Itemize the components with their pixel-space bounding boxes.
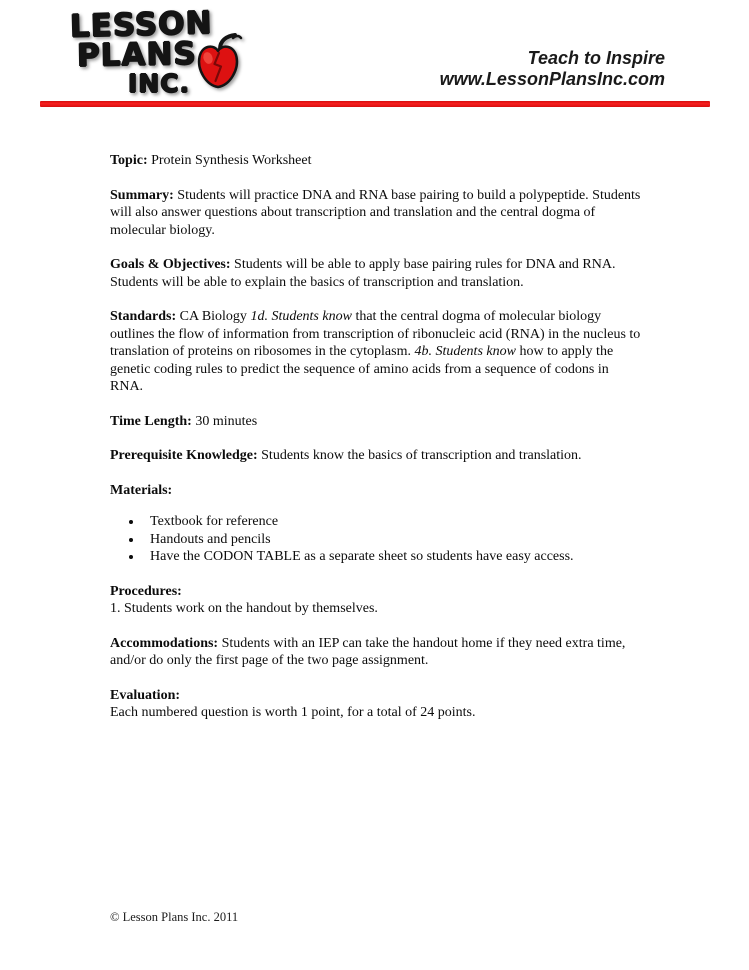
goals-section xyxy=(110,256,643,291)
materials-list xyxy=(110,513,643,566)
accommodations-label: Accommodations: xyxy=(110,635,219,651)
logo-text-lesson: LESSON xyxy=(69,5,213,45)
accommodations-section xyxy=(110,635,643,670)
standards-citation-4b: 4b. Students know xyxy=(414,344,516,359)
time-length-section xyxy=(110,413,643,431)
tagline: Teach to Inspire xyxy=(527,48,665,68)
standards-label: Standards: xyxy=(110,309,177,324)
copyright-footer: © Lesson Plans Inc. 2011 xyxy=(110,910,239,924)
lesson-plans-logo xyxy=(62,6,252,102)
letterhead-right xyxy=(440,48,665,90)
procedures-label: Procedures: xyxy=(110,583,182,599)
standards-section xyxy=(110,308,643,396)
logo-text-inc: INC. xyxy=(128,69,191,98)
goals-text: Students will be able to apply base pairing rules for DNA and RNA. Students will be able to explain the basics of transcription and translation. xyxy=(110,257,616,290)
evaluation-label: Evaluation: xyxy=(110,687,181,703)
lesson-plan-body xyxy=(110,152,643,739)
prerequisite-label: Prerequisite Knowledge: xyxy=(110,448,258,463)
summary-section xyxy=(110,187,643,240)
topic-label: Topic: xyxy=(110,153,148,168)
procedures-section xyxy=(110,583,643,618)
summary-label: Summary: xyxy=(110,187,174,203)
logo-text-plans: PLANS xyxy=(76,35,198,75)
materials-item-codon-table: • Have the CODON TABLE as a separate sheet so students have easy access. xyxy=(143,548,598,566)
procedures-step-1: 1. Students work on the handout by themselves. xyxy=(110,601,378,616)
standards-citation-1d: 1d. Students know xyxy=(250,309,352,324)
evaluation-text: Each numbered question is worth 1 point, for a total of 24 points. xyxy=(110,705,476,720)
apple-icon xyxy=(193,31,243,93)
materials-item-textbook: • Textbook for reference xyxy=(143,513,598,531)
materials-item-handouts: • Handouts and pencils xyxy=(143,531,598,549)
standards-text-3: how to apply the genetic coding rules to predict the sequence of amino acids from a sequence of codons in RNA. xyxy=(110,344,614,394)
summary-text: Students will practice DNA and RNA base pairing to build a polypeptide. Students will also answer questions about transcription and translation and the central dogma of molecular biology. xyxy=(110,187,641,238)
prerequisite-section xyxy=(110,447,643,465)
topic-section xyxy=(110,152,643,170)
materials-label: Materials: xyxy=(110,482,173,498)
time-length-text: 30 minutes xyxy=(191,413,258,429)
goals-label: Goals & Objectives: xyxy=(110,257,231,272)
time-length-label: Time Length: xyxy=(110,413,192,429)
standards-text-1: CA Biology xyxy=(176,309,251,324)
header-divider-rule xyxy=(40,101,710,107)
standards-text-2: that the central dogma of molecular biology outlines the flow of information from transcription of ribonucleic acid (RNA) in the nucleus to translation of proteins on ribosomes in the cytoplasm. xyxy=(110,309,641,359)
website-url: www.LessonPlansInc.com xyxy=(439,69,665,89)
materials-section xyxy=(110,482,643,500)
letterhead xyxy=(0,0,749,110)
evaluation-section xyxy=(110,687,643,722)
prerequisite-text: Students know the basics of transcription and translation. xyxy=(257,448,582,463)
accommodations-text: Students with an IEP can take the handout home if they need extra time, and/or do only the first page of the two page assignment. xyxy=(110,635,626,668)
topic-text: Protein Synthesis Worksheet xyxy=(147,153,312,168)
